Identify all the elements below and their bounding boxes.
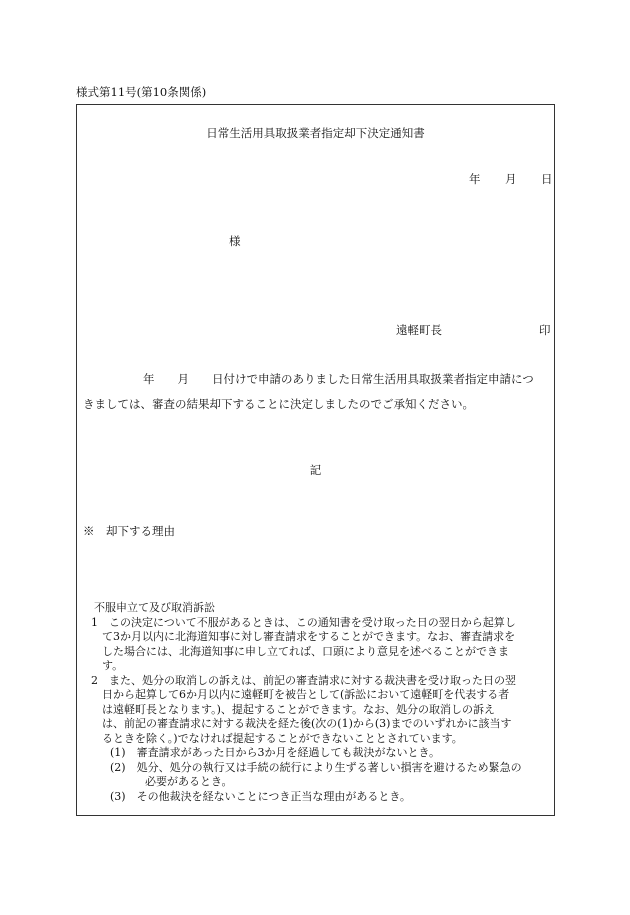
form-number: 様式第11号(第10条関係)	[76, 85, 207, 99]
seal-mark: 印	[539, 323, 551, 337]
document-title: 日常生活用具取扱業者指定却下決定通知書	[206, 126, 425, 140]
appeal-heading: 不服申立て及び取消訴訟	[94, 601, 215, 614]
appeal-item1-line4: す。	[102, 659, 124, 672]
reason-label: ※ 却下する理由	[83, 524, 175, 538]
appeal-sub2-line1: (2) 処分、処分の執行又は手続の続行により生ずる著しい損害を避けるため緊急の	[110, 761, 522, 774]
appeal-sub2-line2: 必要があるとき。	[145, 775, 233, 788]
appeal-item2-line4: は、前記の審査請求に対する裁決を経た後(次の(1)から(3)までのいずれかに該当す	[102, 717, 512, 730]
appeal-item1-line2: て3か月以内に北海道知事に対し審査請求をすることができます。なお、審査請求を	[102, 630, 516, 643]
appeal-item1-line3: した場合には、北海道知事に申し立てれば、口頭により意見を述べることができま	[102, 645, 509, 658]
date-day: 日	[541, 172, 553, 186]
appeal-item2-line3: は遠軽町長となります。)、提起することができます。なお、処分の取消しの訴え	[102, 703, 496, 716]
issuer-name: 遠軽町長	[396, 323, 442, 337]
ki-marker: 記	[309, 463, 322, 477]
appeal-item2-line2: 日から起算して6か月以内に遠軽町を被告として(訴訟において遠軽町を代表する者	[102, 688, 510, 701]
date-month: 月	[505, 172, 517, 186]
addressee-suffix: 様	[229, 234, 241, 248]
body-line-1: 年 月 日付けで申請のありました日常生活用具取扱業者指定申請につ	[143, 372, 534, 386]
appeal-item2-line5: るときを除く。)でなければ提起することができないこととされています。	[102, 732, 463, 745]
date-year: 年	[469, 172, 481, 186]
appeal-item1-line1: 1 この決定について不服があるときは、この通知書を受け取った日の翌日から起算し	[91, 616, 516, 629]
appeal-sub3: (3) その他裁決を経ないことにつき正当な理由があるとき。	[110, 790, 411, 803]
document-frame	[76, 104, 555, 816]
body-line-2: きましては、審査の結果却下することに決定しましたのでご承知ください。	[83, 397, 474, 411]
appeal-item2-line1: 2 また、処分の取消しの訴えは、前記の審査請求に対する裁決書を受け取った日の翌	[91, 674, 516, 687]
appeal-sub1: (1) 審査請求があった日から3か月を経過しても裁決がないとき。	[110, 746, 441, 759]
